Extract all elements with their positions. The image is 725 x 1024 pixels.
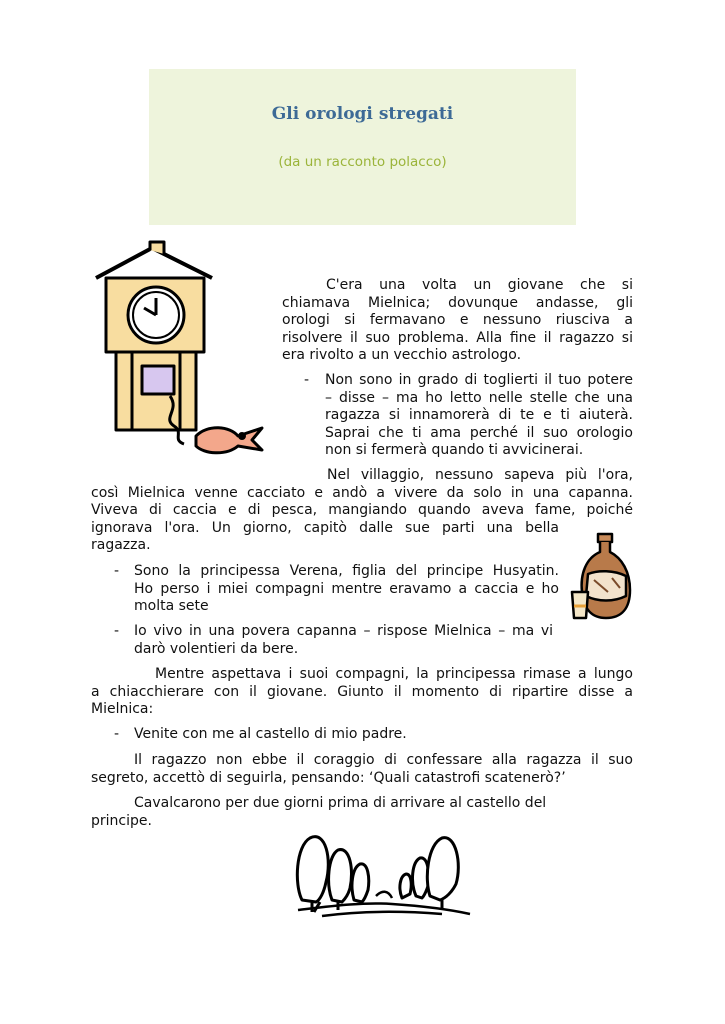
dialog-1-line-5: non si fermerà quando ti avvicinerai.	[325, 442, 584, 459]
paragraph-4-line-2: segreto, accettò di seguirla, pensando: ‘Quali catastrofi scatenerò?’	[91, 769, 566, 786]
paragraph-1-line-1: C'era una volta un giovane che si	[326, 277, 633, 293]
paragraph-1-line-2: chiamava Mielnica; dovunque andasse, gli	[282, 294, 633, 311]
page-title: Gli orologi stregati	[271, 104, 454, 124]
dialog-1-line-1: Non sono in grado di toglierti il tuo potere	[325, 372, 633, 388]
paragraph-3-line-2: a chiacchierare con il giovane. Giunto il momento di ripartire disse a	[91, 683, 633, 700]
page-subtitle: (da un racconto polacco)	[278, 154, 447, 170]
paragraph-2-line-1: Nel villaggio, nessuno sapeva più l'ora,	[327, 467, 633, 483]
trees-icon	[292, 830, 474, 918]
paragraph-1-line-4: risolvere il suo problema. Alla fine il ragazzo si	[282, 329, 633, 346]
cuckoo-clock-icon	[92, 240, 272, 465]
paragraph-5-line-2: principe.	[91, 812, 152, 829]
title-box	[149, 69, 576, 225]
paragraph-4-line-1: Il ragazzo non ebbe il coraggio di confessare alla ragazza il suo	[134, 752, 633, 768]
dialog-2-dash: -	[114, 563, 120, 579]
dialog-1-dash: -	[304, 372, 310, 388]
dialog-3-line-2: darò volentieri da bere.	[134, 640, 299, 657]
paragraph-5-line-1: Cavalcarono per due giorni prima di arrivare al castello del	[134, 795, 547, 811]
paragraph-2-line-2: così Mielnica venne cacciato e andò a vivere da solo in una capanna.	[91, 484, 633, 501]
dialog-1-line-2: – disse – ma ho letto nelle stelle che una	[325, 389, 633, 406]
dialog-3-dash: -	[114, 623, 120, 639]
paragraph-3-line-3: Mielnica:	[91, 701, 154, 718]
dialog-1-line-3: ragazza si innamorerà di te e ti aiuterà.	[325, 407, 633, 424]
dialog-3-line-1: Io vivo in una povera capanna – rispose Mielnica – ma vi	[134, 623, 553, 639]
dialog-4-line-1: Venite con me al castello di mio padre.	[134, 726, 407, 742]
dialog-2-line-2: Ho perso i miei compagni mentre eravamo a caccia e ho	[134, 580, 559, 597]
paragraph-3-line-1: Mentre aspettava i suoi compagni, la principessa rimase a lungo	[155, 666, 633, 682]
dialog-4-dash: -	[114, 726, 120, 742]
dialog-2-line-3: molta sete	[134, 598, 209, 615]
paragraph-1-line-3: orologi si fermavano e nessuno riusciva a	[282, 312, 633, 329]
bottle-and-glass-icon	[568, 530, 640, 626]
paragraph-2-line-5: ragazza.	[91, 537, 151, 554]
paragraph-2-line-3: Viveva di caccia e di pesca, mangiando quando aveva fame, poiché	[91, 502, 633, 519]
paragraph-1-line-5: era rivolto a un vecchio astrologo.	[282, 347, 522, 364]
paragraph-2-line-4: ignorava l'ora. Un giorno, capitò dalle sue parti una bella	[91, 519, 559, 536]
dialog-1-line-4: Saprai che ti ama perché il suo orologio	[325, 424, 633, 441]
dialog-2-line-1: Sono la principessa Verena, figlia del principe Husyatin.	[134, 563, 559, 579]
